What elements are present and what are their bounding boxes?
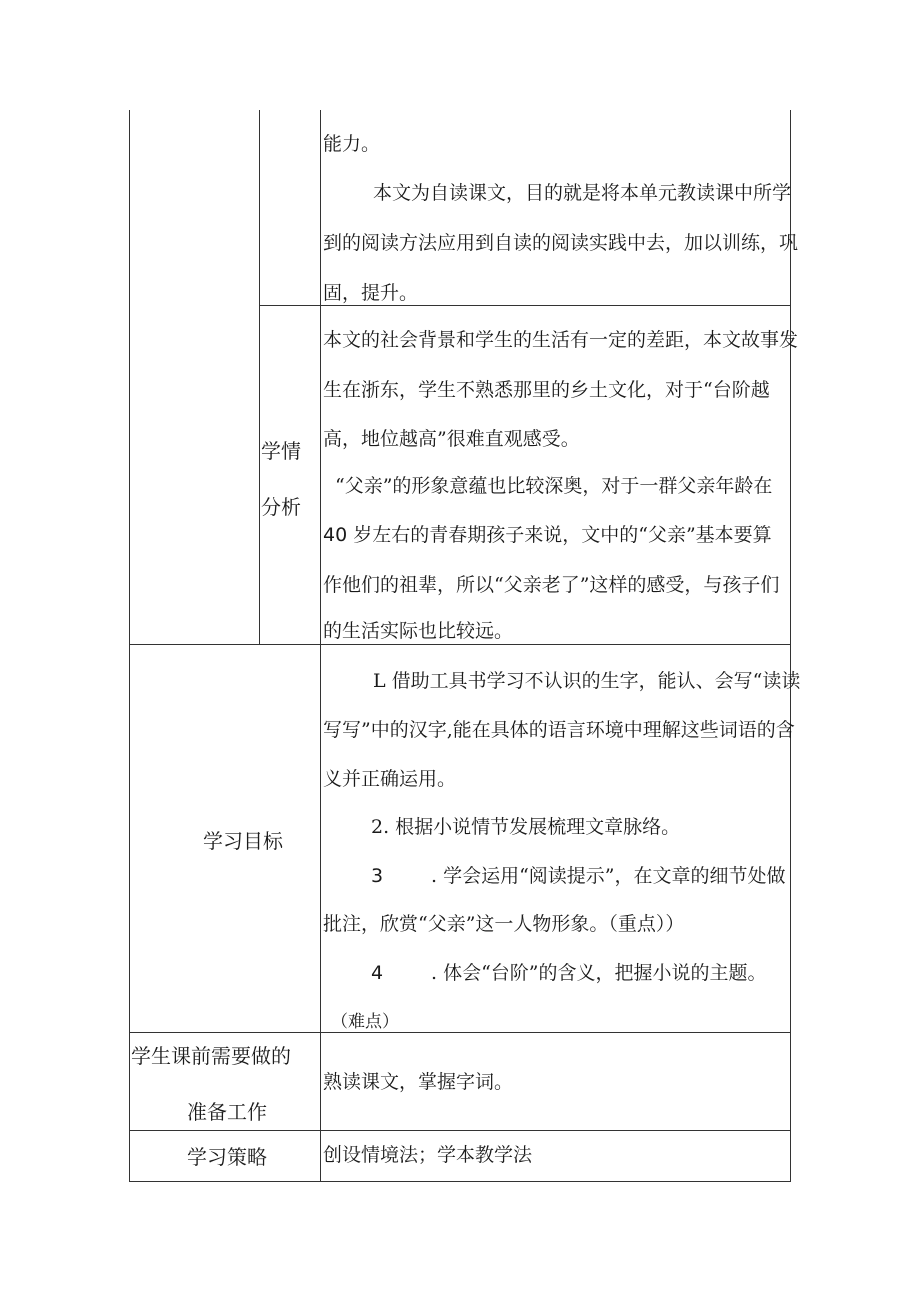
- row-divider-4: [129, 1130, 790, 1131]
- goal-4-line-2: （难点）: [331, 1012, 399, 1032]
- analysis-p2-line-4: 的生活实际也比较远。: [323, 620, 514, 642]
- preparation-label-2: 准备工作: [187, 1100, 267, 1124]
- table-border-left: [129, 110, 130, 1182]
- goal-1-line-2: 写写”中的汉字,能在具体的语言环境中理解这些词语的含: [323, 719, 795, 741]
- goal-3-line-1: . 学会运用“阅读提示”，在文章的细节处做: [431, 865, 786, 887]
- goal-1-line-3: 义并正确运用。: [323, 768, 457, 790]
- analysis-p1-line-1: 本文的社会背景和学生的生活有一定的差距，本文故事发: [323, 329, 799, 351]
- analysis-p1-line-3: 高，地位越高”很难直观感受。: [323, 428, 580, 450]
- analysis-p2-line-2: [323, 523, 772, 547]
- goal-1-line-1: L 借助工具书学习不认识的生字，能认、会写“读读: [373, 670, 801, 692]
- row-divider-1: [259, 305, 790, 306]
- analysis-p2-line-2-text: 岁左右的青春期孩子来说，文中的“父亲”基本要算: [353, 524, 772, 546]
- table-border-bottom: [129, 1181, 790, 1182]
- preparation-label-1: 学生课前需要做的: [131, 1044, 291, 1068]
- goal-4-number: 4: [371, 962, 384, 984]
- goal-4-line-1: . 体会“台阶”的含义，把握小说的主题。: [431, 962, 767, 984]
- analysis-p1-line-2: 生在浙东，学生不熟悉那里的乡土文化，对于“台阶越: [323, 379, 770, 401]
- goal-3-number: 3: [371, 865, 384, 887]
- preparation-content: 熟读课文，掌握字词。: [323, 1071, 514, 1093]
- table-divider-inner-label: [259, 110, 260, 644]
- student-analysis-label-1: 学情: [261, 439, 301, 463]
- continued-para-line-3: 固，提升。: [323, 282, 419, 304]
- table-border-right: [790, 110, 791, 1182]
- strategy-label: 学习策略: [187, 1145, 267, 1169]
- table-divider-content: [320, 110, 321, 1182]
- student-analysis-label-2: 分析: [261, 495, 301, 519]
- continued-para-line-1: 本文为自读课文，目的就是将本单元教读课中所学: [373, 182, 792, 204]
- continued-line-1: 能力。: [323, 133, 381, 155]
- analysis-p2-line-1: “父亲”的形象意蕴也比较深奥，对于一群父亲年龄在: [335, 475, 773, 497]
- goal-2: 2. 根据小说情节发展梳理文章脉络。: [371, 816, 681, 838]
- goal-3-line-2: 批注，欣赏“父亲”这一人物形象。（重点））: [323, 913, 685, 935]
- row-divider-3: [129, 1032, 790, 1033]
- continued-para-line-2: 到的阅读方法应用到自读的阅读实践中去，加以训练，巩: [323, 232, 799, 254]
- strategy-content: 创设情境法；学本教学法: [323, 1144, 533, 1166]
- age-number: 40: [323, 524, 348, 546]
- analysis-p2-line-3: 作他们的祖辈，所以“父亲老了”这样的感受，与孩子们: [323, 574, 780, 596]
- learning-goals-label: 学习目标: [203, 829, 283, 853]
- row-divider-2: [129, 644, 790, 645]
